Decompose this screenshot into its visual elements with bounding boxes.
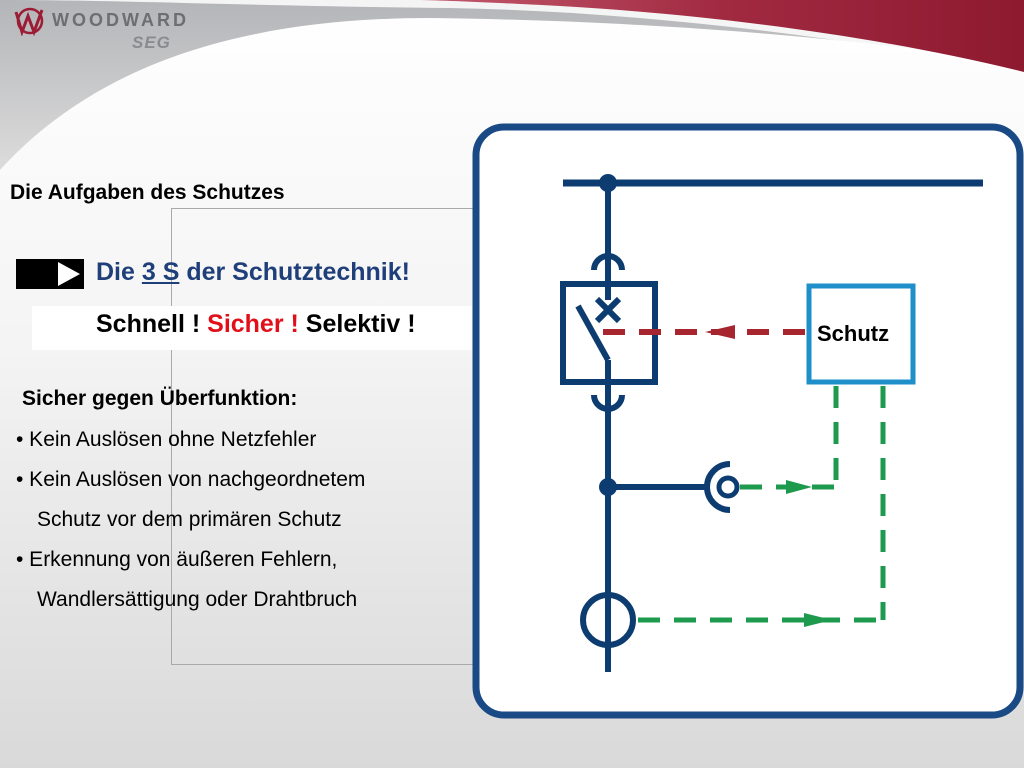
sss-schnell: Schnell ! xyxy=(96,310,208,338)
bullet-item: • Kein Auslösen von nachgeordnetem xyxy=(16,468,366,491)
bullet-continuation: Schutz vor dem primären Schutz xyxy=(37,508,342,531)
subheading: Sicher gegen Überfunktion: xyxy=(22,387,298,410)
diagram-frame xyxy=(476,127,1020,715)
slide-heading: Die Aufgaben des Schutzes xyxy=(10,181,285,204)
three-s-suffix: der Schutztechnik! xyxy=(179,258,410,286)
bullet-item: • Erkennung von äußeren Fehlern, xyxy=(16,548,338,571)
relay-label: Schutz xyxy=(817,321,890,346)
sss-selektiv: Selektiv ! xyxy=(298,310,416,338)
brand-name: WOODWARD xyxy=(52,10,189,30)
bullet-continuation: Wandlersättigung oder Drahtbruch xyxy=(37,588,358,611)
three-s-highlight: 3 S xyxy=(141,258,180,286)
brand-sub-name: SEG xyxy=(132,33,171,52)
three-s-prefix: Die xyxy=(96,258,142,286)
bullet-item: • Kein Auslösen ohne Netzfehler xyxy=(16,428,317,451)
sss-sicher: Sicher ! xyxy=(207,310,299,338)
